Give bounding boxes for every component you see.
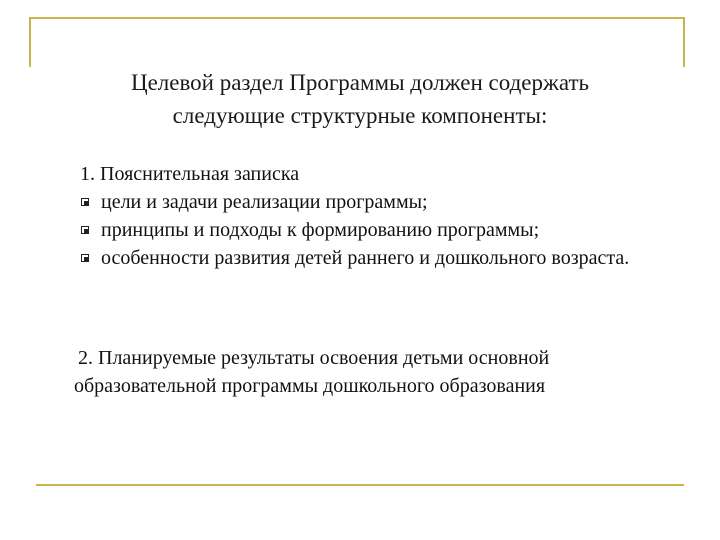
square-bullet-icon — [81, 254, 89, 262]
section-text-line-2: образовательной программы дошкольного образования — [74, 375, 546, 397]
section-explanatory-note — [78, 160, 678, 272]
section-text-line-1: 2. Планируемые результаты освоения детьми основной — [78, 347, 550, 369]
list-item-text: особенности развития детей раннего и дошкольного возраста. — [101, 247, 630, 269]
slide-title-line-1: Целевой раздел Программы должен содержать — [130, 70, 590, 95]
slide-title-line-2: следующие структурные компоненты: — [172, 103, 548, 128]
section-planned-results — [74, 344, 694, 400]
decorative-top-rule — [29, 17, 685, 19]
square-bullet-icon — [81, 198, 89, 206]
section-heading: 1. Пояснительная записка — [80, 163, 300, 185]
square-bullet-icon — [81, 226, 89, 234]
decorative-bottom-rule — [36, 484, 684, 486]
slide-title — [60, 66, 660, 132]
list-item-text: принципы и подходы к формированию программы; — [101, 219, 540, 241]
list-item-text: цели и задачи реализации программы; — [101, 191, 428, 213]
decorative-left-rule — [29, 17, 31, 67]
decorative-right-rule — [683, 17, 685, 67]
list-item — [78, 188, 678, 216]
list-item — [78, 244, 678, 272]
list-item — [78, 216, 678, 244]
